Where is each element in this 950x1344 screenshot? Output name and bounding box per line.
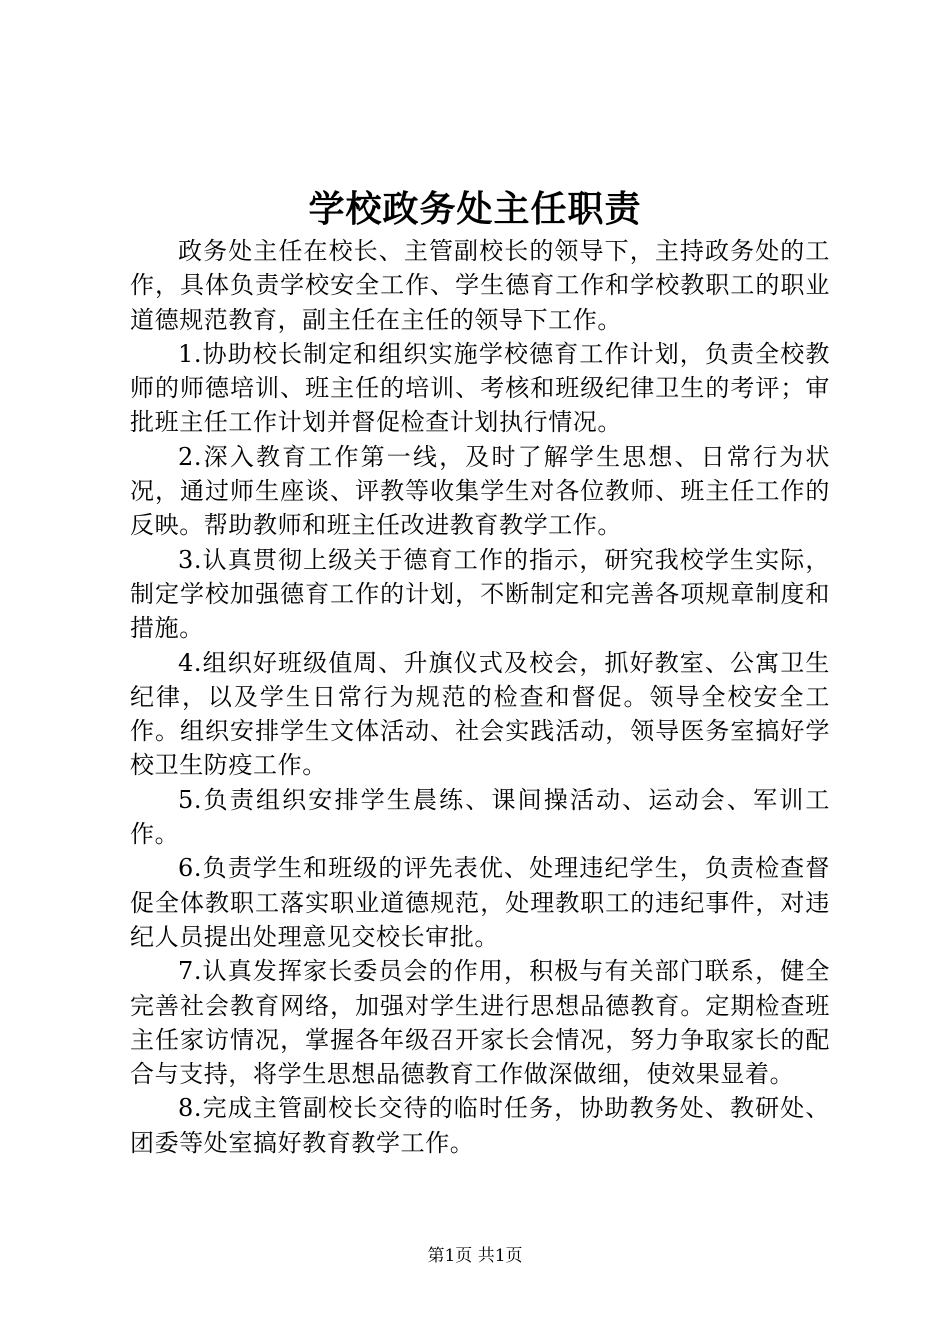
duty-item-6: 6.负责学生和班级的评先表优、处理违纪学生，负责检查督促全体教职工落实职业道德规范，处理教职工的违纪事件，对违纪人员提出处理意见交校长审批。 <box>130 854 830 951</box>
duty-item-7: 7.认真发挥家长委员会的作用，积极与有关部门联系，健全完善社会教育网络，加强对学生进行思想品德教育。定期检查班主任家访情况，掌握各年级召开家长会情况，努力争取家长的配合与支持，将学生思想品德教育工作做深做细，使效果显着。 <box>130 957 830 1089</box>
document-body <box>130 234 830 1160</box>
duty-item-3: 3.认真贯彻上级关于德育工作的指示，研究我校学生实际，制定学校加强德育工作的计划，不断制定和完善各项规章制度和措施。 <box>130 545 830 643</box>
duty-item-2: 2.深入教育工作第一线，及时了解学生思想、日常行为状况，通过师生座谈、评教等收集学生对各位教师、班主任工作的反映。帮助教师和班主任改进教育教学工作。 <box>130 442 830 540</box>
page-title: 学校政务处主任职责 <box>308 188 642 230</box>
intro-paragraph: 政务处主任在校长、主管副校长的领导下，主持政务处的工作，具体负责学校安全工作、学生德育工作和学校教职工的职业道德规范教育，副主任在主任的领导下工作。 <box>130 237 830 334</box>
duty-item-8: 8.完成主管副校长交待的临时任务，协助教务处、教研处、团委等处室搞好教育教学工作。 <box>130 1094 830 1157</box>
page-footer: 第1页 共1页 <box>427 1246 523 1266</box>
duty-item-1: 1.协助校长制定和组织实施学校德育工作计划，负责全校教师的师德培训、班主任的培训、考核和班级纪律卫生的考评；审批班主任工作计划并督促检查计划执行情况。 <box>130 339 830 437</box>
duty-item-5: 5.负责组织安排学生晨练、课间操活动、运动会、军训工作。 <box>130 785 830 849</box>
duty-item-4: 4.组织好班级值周、升旗仪式及校会，抓好教室、公寓卫生纪律，以及学生日常行为规范的检查和督促。领导全校安全工作。组织安排学生文体活动、社会实践活动，领导医务室搞好学校卫生防疫工作。 <box>130 648 830 780</box>
